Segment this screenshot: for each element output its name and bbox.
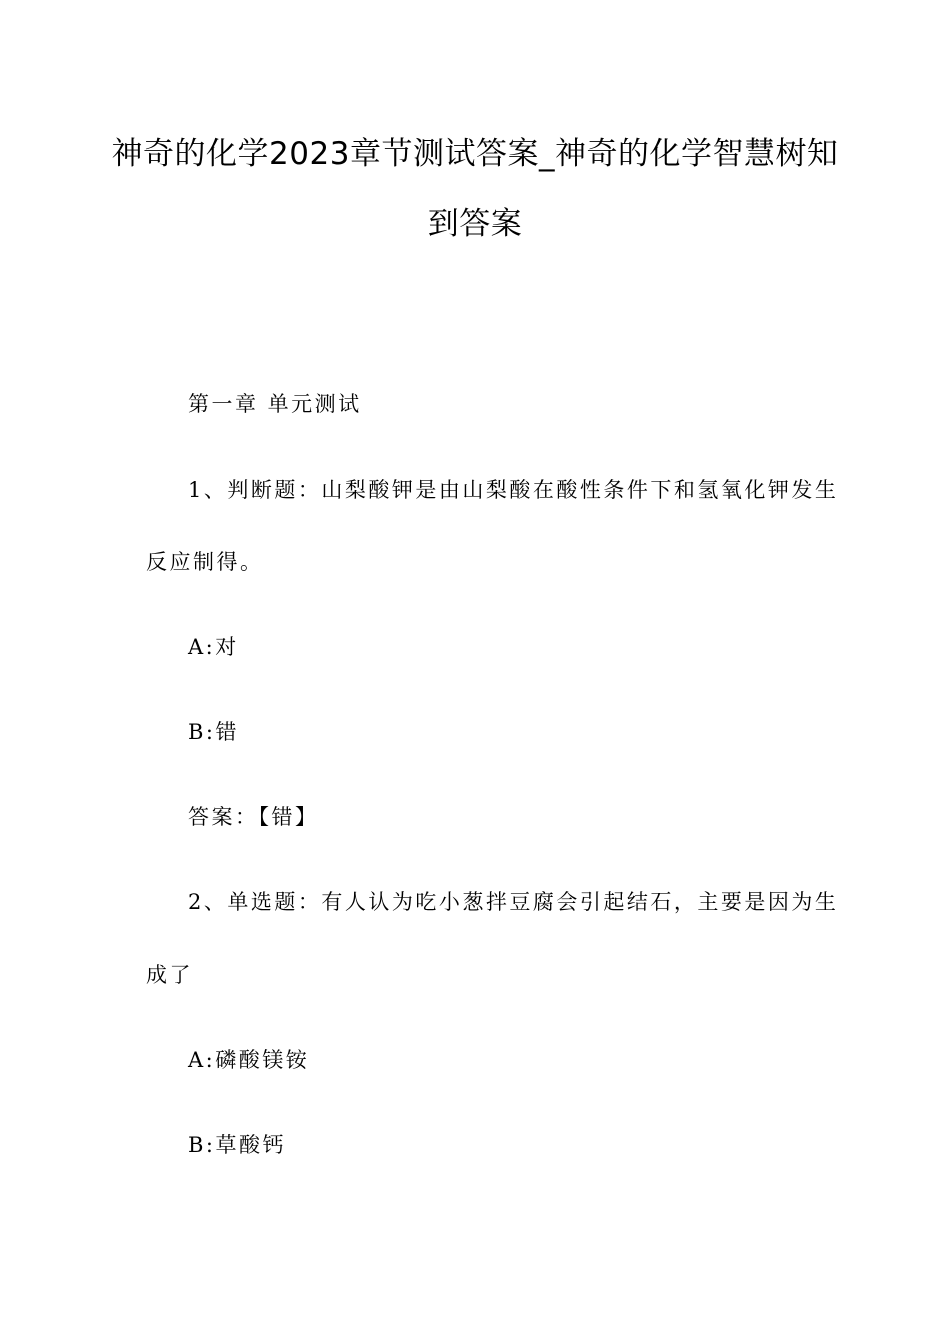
question-2-option-a: A:磷酸镁铵 [188,1048,310,1072]
question-2-stem-line-2: 成了 [146,963,193,987]
question-2-option-b: B:草酸钙 [188,1133,287,1157]
question-2-stem-line-1: 2、单选题：有人认为吃小葱拌豆腐会引起结石，主要是因为生 [188,890,839,914]
document-title-line-2: 到答案 [427,206,523,242]
question-1-option-b: B:错 [188,720,240,744]
question-1-option-a: A:对 [188,635,239,659]
question-1-stem-line-2: 反应制得。 [146,550,264,574]
chapter-heading: 第一章 单元测试 [188,392,362,416]
question-1-stem-line-1: 1、判断题：山梨酸钾是由山梨酸在酸性条件下和氢氧化钾发生 [188,478,839,502]
document-title-line-1: 神奇的化学2023章节测试答案_神奇的化学智慧树知 [111,136,839,172]
question-1-answer: 答案：【错】 [188,805,319,829]
